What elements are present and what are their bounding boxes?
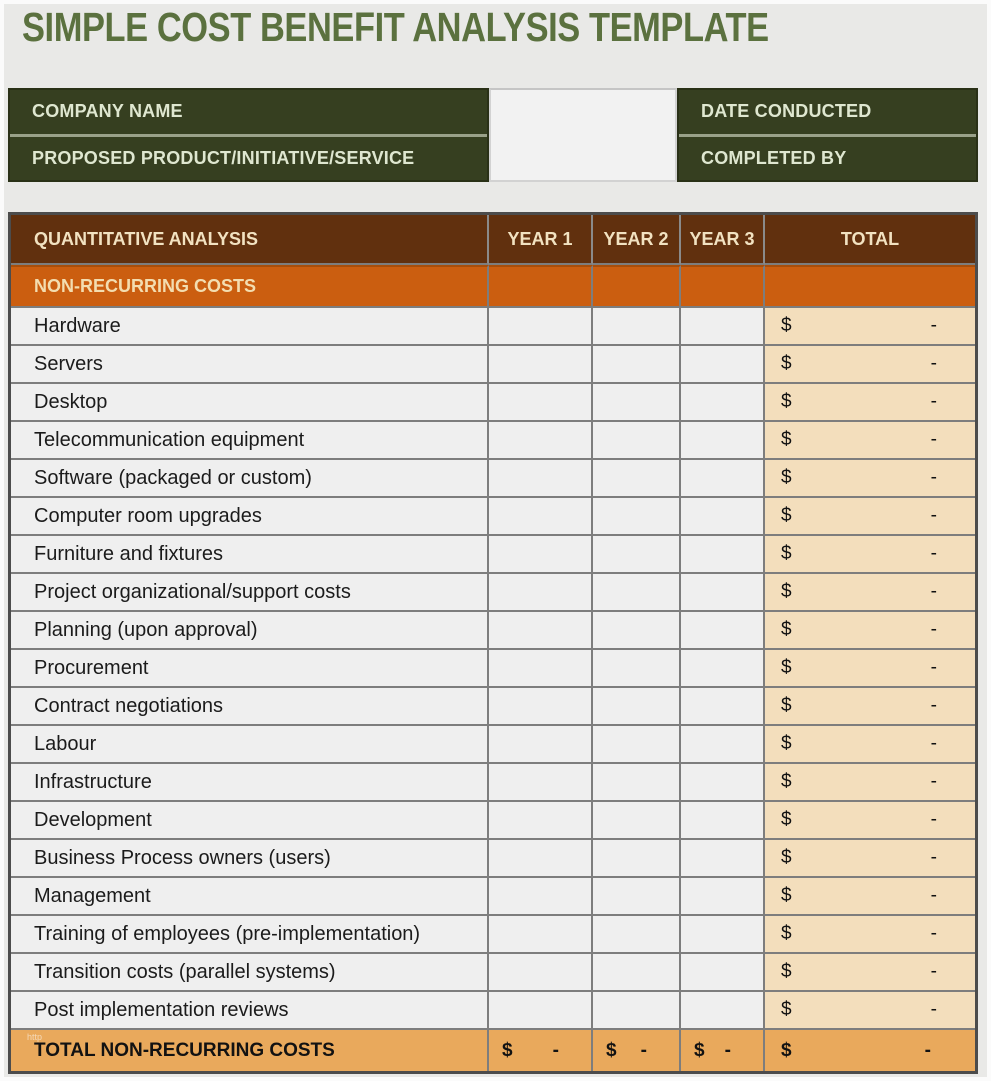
total-cell[interactable]: [765, 536, 975, 574]
table-row: [11, 954, 975, 992]
year3-cell[interactable]: [681, 460, 765, 498]
currency-symbol: $: [781, 429, 792, 450]
table-row: [11, 992, 975, 1030]
section-year1-cell: [489, 265, 593, 308]
currency-symbol: $: [781, 733, 792, 754]
table-footer-row: [11, 1030, 975, 1071]
year1-cell[interactable]: [489, 612, 593, 650]
year1-cell[interactable]: [489, 992, 593, 1030]
table-row: [11, 916, 975, 954]
total-cell[interactable]: [765, 460, 975, 498]
currency-symbol: $: [781, 353, 792, 374]
completed-by-label: COMPLETED BY: [701, 147, 847, 168]
year2-cell[interactable]: [593, 574, 681, 612]
total-cell[interactable]: [765, 346, 975, 384]
year2-cell[interactable]: [593, 840, 681, 878]
year3-cell[interactable]: [681, 498, 765, 536]
empty-amount: -: [930, 315, 937, 336]
year2-cell[interactable]: [593, 878, 681, 916]
year1-cell[interactable]: [489, 954, 593, 992]
row-label: Procurement: [11, 650, 489, 688]
year2-cell[interactable]: [593, 422, 681, 460]
year1-cell[interactable]: [489, 764, 593, 802]
currency-symbol: $: [781, 809, 792, 830]
total-cell[interactable]: [765, 764, 975, 802]
table-row: [11, 802, 975, 840]
year1-cell[interactable]: [489, 726, 593, 764]
company-name-label: COMPANY NAME: [10, 90, 487, 137]
info-left-column: [8, 88, 489, 182]
currency-symbol: $: [781, 885, 792, 906]
table-row: [11, 460, 975, 498]
empty-amount: -: [552, 1039, 559, 1061]
year1-cell[interactable]: [489, 574, 593, 612]
section-year2-cell: [593, 265, 681, 308]
empty-amount: -: [930, 619, 937, 640]
table-row: [11, 688, 975, 726]
total-cell[interactable]: [765, 688, 975, 726]
footer-year3-cell[interactable]: [681, 1030, 765, 1071]
table-header-row: [11, 215, 975, 265]
year1-cell[interactable]: [489, 878, 593, 916]
currency-symbol: $: [781, 315, 792, 336]
year3-cell[interactable]: [681, 422, 765, 460]
row-label: Planning (upon approval): [11, 612, 489, 650]
year2-cell[interactable]: [593, 346, 681, 384]
year1-cell[interactable]: [489, 688, 593, 726]
header-year-1: YEAR 1: [489, 215, 593, 265]
section-row-non-recurring: [11, 265, 975, 308]
empty-amount: -: [930, 885, 937, 906]
date-conducted-label: DATE CONDUCTED: [679, 90, 976, 137]
row-label: Training of employees (pre-implementation): [11, 916, 489, 954]
empty-amount: -: [930, 961, 937, 982]
empty-amount: -: [930, 999, 937, 1020]
total-cell[interactable]: [765, 384, 975, 422]
currency-symbol: $: [606, 1039, 617, 1061]
empty-amount: -: [930, 733, 937, 754]
year3-cell[interactable]: [681, 688, 765, 726]
header-year-2: YEAR 2: [593, 215, 681, 265]
table-row: [11, 422, 975, 460]
total-cell[interactable]: [765, 802, 975, 840]
table-row: [11, 346, 975, 384]
empty-amount: -: [930, 847, 937, 868]
year3-cell[interactable]: [681, 840, 765, 878]
footer-total-cell[interactable]: [765, 1030, 975, 1071]
currency-symbol: $: [781, 847, 792, 868]
year2-cell[interactable]: [593, 992, 681, 1030]
year3-cell[interactable]: [681, 574, 765, 612]
year1-cell[interactable]: [489, 346, 593, 384]
year3-cell[interactable]: [681, 802, 765, 840]
cost-benefit-table: [8, 212, 978, 1074]
empty-amount: -: [930, 581, 937, 602]
empty-amount: -: [930, 505, 937, 526]
header-year-3: YEAR 3: [681, 215, 765, 265]
year1-cell[interactable]: [489, 916, 593, 954]
section-total-cell: [765, 265, 975, 308]
empty-amount: -: [724, 1039, 731, 1061]
section-label: NON-RECURRING COSTS: [11, 265, 489, 308]
table-row: [11, 308, 975, 346]
footer-year2-cell[interactable]: [593, 1030, 681, 1071]
footer-year1-cell[interactable]: [489, 1030, 593, 1071]
table-row: [11, 574, 975, 612]
year2-cell[interactable]: [593, 498, 681, 536]
empty-amount: -: [930, 391, 937, 412]
currency-symbol: $: [781, 999, 792, 1020]
page-title: SIMPLE COST BENEFIT ANALYSIS TEMPLATE: [22, 4, 769, 50]
year2-cell[interactable]: [593, 726, 681, 764]
row-label: Furniture and fixtures: [11, 536, 489, 574]
row-label: Hardware: [11, 308, 489, 346]
year2-cell[interactable]: [593, 916, 681, 954]
footer-label: http TOTAL NON-RECURRING COSTS: [11, 1030, 489, 1071]
total-cell[interactable]: [765, 612, 975, 650]
currency-symbol: $: [781, 505, 792, 526]
empty-amount: -: [640, 1039, 647, 1061]
total-cell[interactable]: [765, 574, 975, 612]
empty-amount: -: [930, 809, 937, 830]
year3-cell[interactable]: [681, 650, 765, 688]
year1-cell[interactable]: [489, 460, 593, 498]
row-label: Desktop: [11, 384, 489, 422]
total-cell[interactable]: [765, 916, 975, 954]
currency-symbol: $: [781, 771, 792, 792]
table-row: [11, 840, 975, 878]
year3-cell[interactable]: [681, 308, 765, 346]
currency-symbol: $: [781, 467, 792, 488]
currency-symbol: $: [781, 923, 792, 944]
year3-cell[interactable]: [681, 916, 765, 954]
year1-cell[interactable]: [489, 650, 593, 688]
total-cell[interactable]: [765, 726, 975, 764]
currency-symbol: $: [694, 1039, 705, 1061]
table-row: [11, 726, 975, 764]
year1-cell[interactable]: [489, 802, 593, 840]
year3-cell[interactable]: [681, 878, 765, 916]
proposed-product-label: PROPOSED PRODUCT/INITIATIVE/SERVICE: [32, 147, 415, 168]
empty-amount: -: [930, 467, 937, 488]
year3-cell[interactable]: [681, 384, 765, 422]
table-row: [11, 612, 975, 650]
year3-cell[interactable]: [681, 764, 765, 802]
row-label: Business Process owners (users): [11, 840, 489, 878]
year1-cell[interactable]: [489, 536, 593, 574]
total-cell[interactable]: [765, 954, 975, 992]
empty-amount: -: [930, 695, 937, 716]
empty-amount: -: [930, 771, 937, 792]
row-label: Transition costs (parallel systems): [11, 954, 489, 992]
table-row: [11, 764, 975, 802]
year2-cell[interactable]: [593, 612, 681, 650]
table-row: [11, 536, 975, 574]
total-cell[interactable]: [765, 992, 975, 1030]
year2-cell[interactable]: [593, 536, 681, 574]
currency-symbol: $: [781, 391, 792, 412]
year2-cell[interactable]: [593, 650, 681, 688]
empty-amount: -: [930, 923, 937, 944]
row-label: Telecommunication equipment: [11, 422, 489, 460]
watermark-text: http: [27, 1032, 43, 1042]
row-label: Software (packaged or custom): [11, 460, 489, 498]
year2-cell[interactable]: [593, 688, 681, 726]
table-row: [11, 384, 975, 422]
total-cell[interactable]: [765, 878, 975, 916]
company-info-input[interactable]: [489, 88, 677, 182]
year1-cell[interactable]: [489, 384, 593, 422]
total-cell[interactable]: [765, 840, 975, 878]
year2-cell[interactable]: [593, 308, 681, 346]
year2-cell[interactable]: [593, 460, 681, 498]
total-cell[interactable]: [765, 308, 975, 346]
currency-symbol: $: [781, 961, 792, 982]
year1-cell[interactable]: [489, 840, 593, 878]
section-year3-cell: [681, 265, 765, 308]
year2-cell[interactable]: [593, 802, 681, 840]
row-label: Project organizational/support costs: [11, 574, 489, 612]
row-label: Development: [11, 802, 489, 840]
row-label: Contract negotiations: [11, 688, 489, 726]
table-row: [11, 498, 975, 536]
currency-symbol: $: [781, 657, 792, 678]
currency-symbol: $: [781, 1039, 792, 1061]
year3-cell[interactable]: [681, 992, 765, 1030]
row-label: Labour: [11, 726, 489, 764]
year3-cell[interactable]: [681, 612, 765, 650]
empty-amount: -: [930, 657, 937, 678]
currency-symbol: $: [781, 619, 792, 640]
currency-symbol: $: [781, 543, 792, 564]
year1-cell[interactable]: [489, 498, 593, 536]
empty-amount: -: [930, 353, 937, 374]
header-quantitative-analysis: QUANTITATIVE ANALYSIS: [11, 215, 489, 265]
year2-cell[interactable]: [593, 764, 681, 802]
table-body: [11, 308, 975, 1030]
info-right-column: [677, 88, 978, 182]
total-cell[interactable]: [765, 422, 975, 460]
row-label: Computer room upgrades: [11, 498, 489, 536]
row-label: Post implementation reviews: [11, 992, 489, 1030]
total-cell[interactable]: [765, 498, 975, 536]
table-row: [11, 650, 975, 688]
year3-cell[interactable]: [681, 346, 765, 384]
company-info-panel: [8, 88, 978, 182]
empty-amount: -: [930, 429, 937, 450]
row-label: Infrastructure: [11, 764, 489, 802]
year3-cell[interactable]: [681, 536, 765, 574]
year3-cell[interactable]: [681, 726, 765, 764]
year1-cell[interactable]: [489, 308, 593, 346]
currency-symbol: $: [781, 581, 792, 602]
year2-cell[interactable]: [593, 954, 681, 992]
empty-amount: -: [930, 543, 937, 564]
year3-cell[interactable]: [681, 954, 765, 992]
header-total: TOTAL: [765, 215, 975, 265]
table-row: [11, 878, 975, 916]
empty-amount: -: [924, 1039, 931, 1061]
currency-symbol: $: [502, 1039, 513, 1061]
currency-symbol: $: [781, 695, 792, 716]
total-cell[interactable]: [765, 650, 975, 688]
year1-cell[interactable]: [489, 422, 593, 460]
year2-cell[interactable]: [593, 384, 681, 422]
row-label: Servers: [11, 346, 489, 384]
row-label: Management: [11, 878, 489, 916]
